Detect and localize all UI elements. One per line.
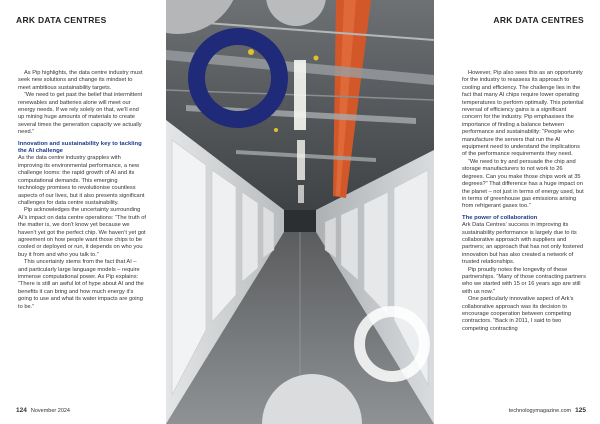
left-paragraph-4: Pip acknowledges the uncertainty surrounding AI’s impact on data centre operations: “The truth of the matter is, we don’t know yet because we haven’t yet got the perfect chip. We haven’t yet got agreement on how people want those chips to be cooled or deployed or run, it depends on who you buy it from and who you talk to.” bbox=[18, 207, 146, 258]
right-subheading: The power of collaboration bbox=[462, 214, 538, 221]
left-paragraph-1: As Pip highlights, the data centre industry must seek new solutions and change its mindset to meet ambitious sustainability targets. bbox=[18, 70, 143, 91]
right-paragraph-5: One particularly innovative aspect of Ark’s collaborative approach was its decision to encourage cooperation between competing contractors. “Back in 2011, I said to two competing contracting bbox=[462, 296, 574, 332]
left-paragraph-3: As the data centre industry grapples with improving its environmental performance, a new challenge looms: the rapid growth of AI and its computational demands. This emerging technology promises to revolutionise countless aspects of our lives, but it also presents significant challenges for data centre sustainability. bbox=[18, 155, 145, 206]
section-header-left: ARK DATA CENTRES bbox=[16, 15, 107, 25]
section-header-right: ARK DATA CENTRES bbox=[493, 15, 584, 25]
page-number-right: 125 bbox=[575, 407, 586, 414]
page-number-left: 124 bbox=[16, 407, 27, 414]
right-page bbox=[434, 0, 600, 424]
issue-date: November 2024 bbox=[30, 408, 70, 414]
right-paragraph-4: Pip proudly notes the longevity of these partnerships. “Many of those contracting partners who we started with 15 or 16 years ago are still with us now.” bbox=[462, 266, 586, 295]
right-paragraph-1: However, Pip also sees this as an opportunity for the industry to reassess its approach to cooling and efficiency. The challenge lies in the fact that many AI chips require lower operating temperatures to perform optimally. This potential reversal of efficiency gains is a significant concern for the industry. Pip emphasises the importance of finding a balance between performance and sustainability: “People who manufacture the servers that run the AI equipment need to understand the implications of the performance requirements they need. bbox=[462, 70, 584, 158]
right-paragraph-2: “We need to try and persuade the chip and storage manufacturers to not work to 26 degrees. Can you make those chips work at 35 degrees?” That difference has a huge impact on the planet – not just in terms of energy used, but in terms of greenhouse gas emissions arising from refrigerant gases too.” bbox=[462, 158, 584, 210]
white-ring-icon bbox=[354, 306, 430, 382]
left-article-column bbox=[18, 70, 146, 311]
left-folio bbox=[16, 407, 70, 414]
right-folio bbox=[509, 407, 586, 414]
left-page bbox=[0, 0, 166, 424]
left-paragraph-5: This uncertainty stems from the fact that AI – and particularly large language models – require immense computational power. As Pip explains: “There is still an awful lot of hype about AI and the benefits it can bring and how much energy it’s going to use and what its water impacts are going to be.” bbox=[18, 259, 144, 310]
website-url: technologymagazine.com bbox=[508, 408, 572, 414]
data-centre-corridor-photo bbox=[166, 0, 434, 424]
right-paragraph-3: Ark Data Centres’ success in improving its sustainability performance is largely due to its collaborative approach with suppliers and partners; an approach that has not only fostered innovation but has also created a network of trusted relationships. bbox=[462, 222, 584, 266]
right-article-column bbox=[462, 70, 586, 333]
left-paragraph-2: “We need to get past the belief that intermittent renewables and batteries alone will meet our energy needs. If we rely solely on that, we’ll end up mining huge amounts of materials to create several times the generation capacity we actually need.” bbox=[18, 92, 143, 136]
left-subheading: Innovation and sustainability key to tackling the AI challenge bbox=[18, 140, 142, 155]
navy-ring-icon bbox=[188, 28, 288, 128]
